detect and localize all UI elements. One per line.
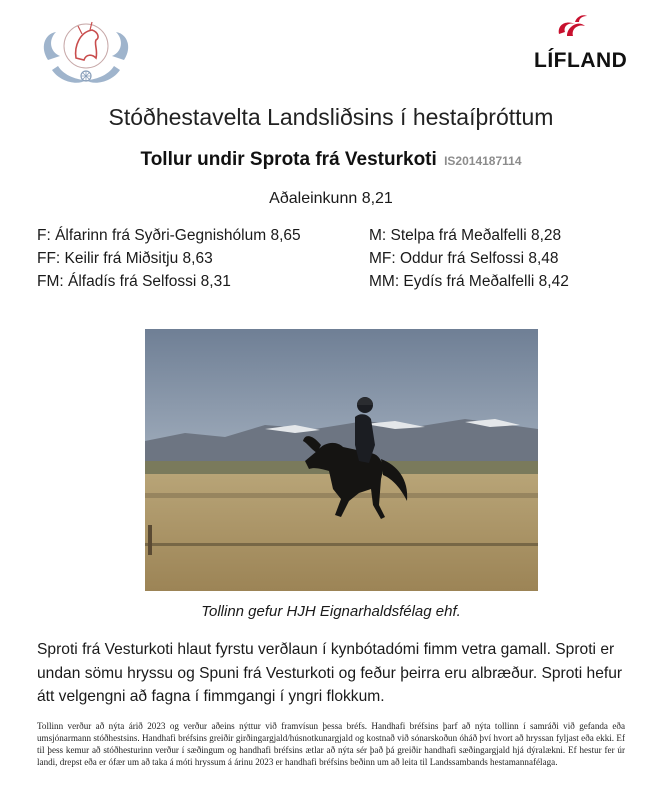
description-paragraph: Sproti frá Vesturkoti hlaut fyrstu verðlaun í kynbótadómi fimm vetra gamall. Sproti er undan sömu hryssu og Spuni frá Vesturkoti og feður þeirra eru albræður. Sproti hefur átt velgengni að fagna í fimmgangi í yngri flokkum. — [37, 641, 623, 705]
photo-caption: Tollinn gefur HJH Eignarhaldsfélag ehf. — [201, 603, 461, 620]
pedigree-dam-sire: MF: Oddur frá Selfossi 8,48 — [369, 250, 559, 267]
main-score: Aðaleinkunn 8,21 — [269, 190, 393, 207]
horse-rider-photo — [145, 329, 538, 591]
horse-photo — [145, 329, 538, 591]
pedigree-sire-sire: FF: Keilir frá Miðsitju 8,63 — [37, 250, 213, 267]
registration-number: IS2014187114 — [444, 154, 522, 168]
pedigree-sire-dam: FM: Álfadís frá Selfossi 8,31 — [37, 273, 231, 290]
terms-fine-print: Tollinn verður að nýta árið 2023 og verður aðeins nýttur við framvísun þessa bréfs. Handhafi bréfsins þarf að nýta tollinn í samráði við gefanda eða umsjónarmann stóðhestsins. Handhafi bréfsins greiðir girðingargjald/húsnotkunargjald og kostnað við sónarskoðun óháð því hvort að hryssan fyljast eða ekki. Ef til þess kemur að stóðhesturinn verður í sæðingum og handhafi bréfsins ætlar að nýta sér það þá greiðir handhafi sæðingargjald hjá dýralækni. Ef hestur fer úr landi, drepst eða er ófær um að taka á móti hryssum á árinu 2023 er handhafi bréfsins beðinn um að leita til Landssambands hestamannafélaga. — [37, 721, 625, 767]
pedigree-sire: F: Álfarinn frá Syðri-Gegnishólum 8,65 — [37, 227, 301, 244]
pedigree-dam-dam: MM: Eydís frá Meðalfelli 8,42 — [369, 273, 569, 290]
pedigree-dam: M: Stelpa frá Meðalfelli 8,28 — [369, 227, 562, 244]
lh-logo — [38, 10, 134, 92]
lifland-wordmark: LÍFLAND — [534, 49, 628, 72]
page-title: Stóðhestavelta Landsliðsins í hestaíþróttum — [108, 104, 554, 130]
horse-title — [0, 149, 662, 171]
landssamband-seal-icon — [38, 10, 134, 92]
horse-name: Tollur undir Sprota frá Vesturkoti — [140, 149, 437, 170]
lifland-flame-icon — [553, 12, 593, 42]
lifland-logo — [534, 12, 628, 72]
pedigree-table — [37, 226, 627, 292]
